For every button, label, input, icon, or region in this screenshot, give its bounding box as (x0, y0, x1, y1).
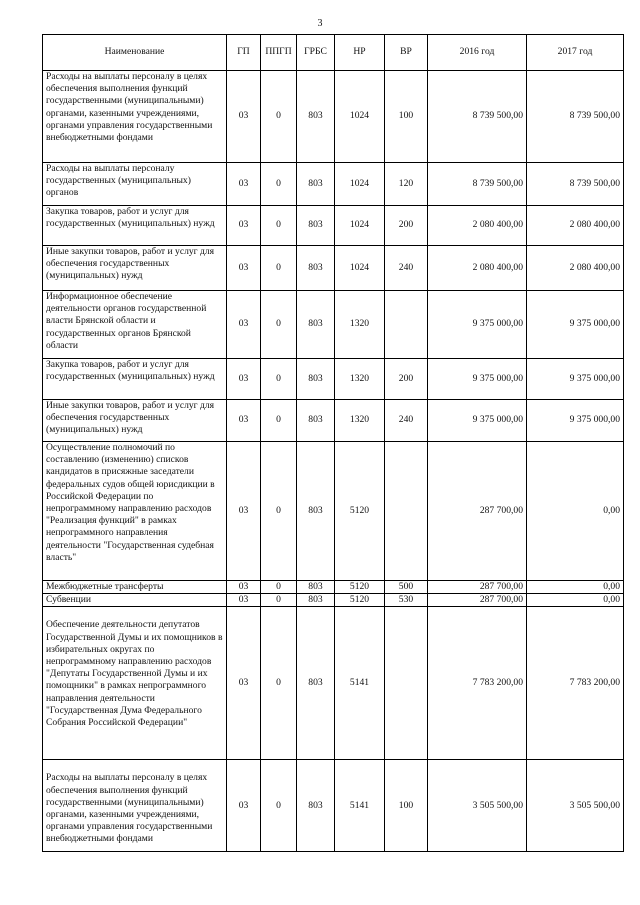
row-2016: 287 700,00 (428, 581, 527, 594)
row-nr: 1320 (335, 359, 385, 400)
table-header-row (43, 35, 624, 71)
table-row (43, 163, 624, 206)
table-row (43, 291, 624, 359)
row-grbs: 803 (297, 442, 335, 581)
row-gp: 03 (227, 400, 261, 442)
row-2017: 8 739 500,00 (527, 163, 624, 206)
header-name: Наименование (43, 35, 227, 71)
row-2016: 2 080 400,00 (428, 246, 527, 291)
row-name: Обеспечение деятельности депутатов Государственной Думы и их помощников в избирательных округах по непрограммному направлению расходов "Депутаты Государственной Думы и их помощники" в рамках непрограммного направления деятельности "Государственная Дума Федерального Собрания Российской Федерации" (43, 607, 227, 760)
table-row (43, 359, 624, 400)
row-name: Межбюджетные трансферты (43, 581, 227, 594)
row-grbs: 803 (297, 760, 335, 852)
row-2017: 8 739 500,00 (527, 71, 624, 163)
row-vr (385, 442, 428, 581)
row-vr (385, 291, 428, 359)
header-vr: ВР (385, 35, 428, 71)
row-ppgp: 0 (261, 71, 297, 163)
row-grbs: 803 (297, 400, 335, 442)
row-grbs: 803 (297, 163, 335, 206)
row-name: Иные закупки товаров, работ и услуг для обеспечения государственных (муниципальных) нужд (43, 400, 227, 442)
row-ppgp: 0 (261, 760, 297, 852)
row-gp: 03 (227, 581, 261, 594)
row-2017: 9 375 000,00 (527, 291, 624, 359)
row-vr: 240 (385, 246, 428, 291)
row-grbs: 803 (297, 359, 335, 400)
row-2017: 9 375 000,00 (527, 400, 624, 442)
row-nr: 5120 (335, 581, 385, 594)
row-vr: 100 (385, 71, 428, 163)
row-grbs: 803 (297, 291, 335, 359)
row-gp: 03 (227, 594, 261, 607)
row-2017: 0,00 (527, 581, 624, 594)
row-gp: 03 (227, 246, 261, 291)
row-2016: 3 505 500,00 (428, 760, 527, 852)
row-ppgp: 0 (261, 400, 297, 442)
row-gp: 03 (227, 163, 261, 206)
row-2017: 3 505 500,00 (527, 760, 624, 852)
row-grbs: 803 (297, 71, 335, 163)
row-2017: 2 080 400,00 (527, 246, 624, 291)
row-vr (385, 607, 428, 760)
header-2017: 2017 год (527, 35, 624, 71)
table-row (43, 71, 624, 163)
row-2017: 9 375 000,00 (527, 359, 624, 400)
row-2016: 9 375 000,00 (428, 359, 527, 400)
row-2016: 287 700,00 (428, 594, 527, 607)
row-vr: 530 (385, 594, 428, 607)
table-row (43, 581, 624, 594)
row-gp: 03 (227, 442, 261, 581)
row-ppgp: 0 (261, 246, 297, 291)
row-gp: 03 (227, 291, 261, 359)
row-vr: 200 (385, 206, 428, 246)
row-nr: 5141 (335, 607, 385, 760)
header-gp: ГП (227, 35, 261, 71)
row-nr: 1024 (335, 71, 385, 163)
header-grbs: ГРБС (297, 35, 335, 71)
row-2016: 287 700,00 (428, 442, 527, 581)
row-2016: 8 739 500,00 (428, 71, 527, 163)
row-ppgp: 0 (261, 607, 297, 760)
row-nr: 5120 (335, 442, 385, 581)
row-name: Закупка товаров, работ и услуг для государственных (муниципальных) нужд (43, 359, 227, 400)
row-name: Осуществление полномочий по составлению (изменению) списков кандидатов в присяжные заседатели федеральных судов общей юрисдикции в Российской Федерации по непрограммному направлению расходов "Реализация функций" в рамках непрограммного направления деятельности "Государственная судебная власть" (43, 442, 227, 581)
row-name: Информационное обеспечение деятельности органов государственной власти Брянской области и государственных органов Брянской области (43, 291, 227, 359)
row-ppgp: 0 (261, 581, 297, 594)
row-2016: 7 783 200,00 (428, 607, 527, 760)
row-name: Закупка товаров, работ и услуг для государственных (муниципальных) нужд (43, 206, 227, 246)
row-gp: 03 (227, 71, 261, 163)
row-grbs: 803 (297, 246, 335, 291)
row-2016: 9 375 000,00 (428, 400, 527, 442)
row-ppgp: 0 (261, 206, 297, 246)
row-gp: 03 (227, 760, 261, 852)
row-nr: 5141 (335, 760, 385, 852)
row-2016: 9 375 000,00 (428, 291, 527, 359)
row-nr: 1024 (335, 163, 385, 206)
row-2017: 7 783 200,00 (527, 607, 624, 760)
row-vr: 100 (385, 760, 428, 852)
row-vr: 500 (385, 581, 428, 594)
row-ppgp: 0 (261, 594, 297, 607)
row-gp: 03 (227, 206, 261, 246)
row-2017: 0,00 (527, 594, 624, 607)
row-ppgp: 0 (261, 442, 297, 581)
table-row (43, 206, 624, 246)
header-2016: 2016 год (428, 35, 527, 71)
row-2016: 8 739 500,00 (428, 163, 527, 206)
row-nr: 1024 (335, 206, 385, 246)
row-grbs: 803 (297, 206, 335, 246)
row-name: Субвенции (43, 594, 227, 607)
table-row (43, 442, 624, 581)
table-row (43, 246, 624, 291)
row-name: Расходы на выплаты персоналу государственных (муниципальных) органов (43, 163, 227, 206)
row-gp: 03 (227, 607, 261, 760)
header-nr: НР (335, 35, 385, 71)
table-row (43, 400, 624, 442)
row-nr: 5120 (335, 594, 385, 607)
row-ppgp: 0 (261, 359, 297, 400)
row-gp: 03 (227, 359, 261, 400)
table-row (43, 760, 624, 852)
row-grbs: 803 (297, 594, 335, 607)
table-row (43, 607, 624, 760)
row-name: Иные закупки товаров, работ и услуг для обеспечения государственных (муниципальных) нужд (43, 246, 227, 291)
header-ppgp: ППГП (261, 35, 297, 71)
row-2017: 0,00 (527, 442, 624, 581)
row-name: Расходы на выплаты персоналу в целях обеспечения выполнения функций государственными (муниципальными) органами, казенными учреждениями, органами управления государственными внебюджетными фондами (43, 71, 227, 163)
page-number: 3 (317, 18, 323, 29)
budget-table (42, 34, 624, 852)
row-nr: 1024 (335, 246, 385, 291)
row-nr: 1320 (335, 291, 385, 359)
table-row (43, 594, 624, 607)
row-ppgp: 0 (261, 291, 297, 359)
row-ppgp: 0 (261, 163, 297, 206)
row-2016: 2 080 400,00 (428, 206, 527, 246)
row-name: Расходы на выплаты персоналу в целях обеспечения выполнения функций государственными (муниципальными) органами, казенными учреждениями, органами управления государственными внебюджетными фондами (43, 760, 227, 852)
row-nr: 1320 (335, 400, 385, 442)
row-grbs: 803 (297, 581, 335, 594)
row-vr: 120 (385, 163, 428, 206)
row-vr: 240 (385, 400, 428, 442)
row-vr: 200 (385, 359, 428, 400)
row-grbs: 803 (297, 607, 335, 760)
row-2017: 2 080 400,00 (527, 206, 624, 246)
